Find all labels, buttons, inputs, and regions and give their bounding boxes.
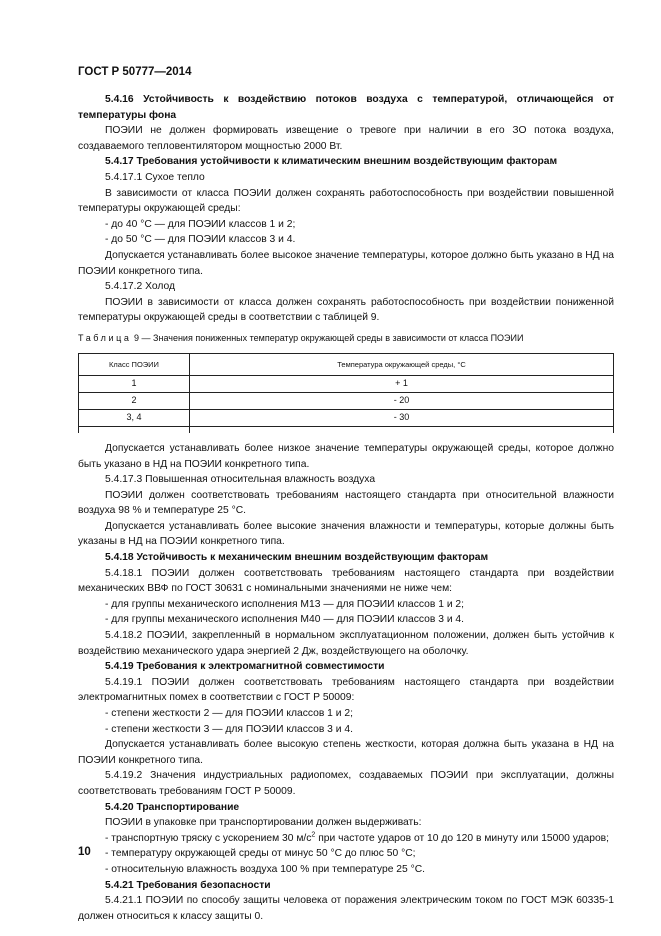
paragraph: 5.4.19.1 ПОЭИИ должен соответствовать требованиям настоящего стандарта при воздействии электромагнитных помех в соответствии с ГОСТ Р 50009: — [78, 676, 614, 704]
page-number: 10 — [78, 846, 91, 858]
list-item-text: - транспортную тряску с ускорением 30 м/с — [105, 832, 312, 844]
paragraph: ПОЭИИ не должен формировать извещение о тревоге при наличии в его ЗО потока воздуха, создаваемого тепловентилятором мощностью 2000 Вт. — [78, 125, 614, 152]
page-body — [78, 92, 614, 924]
table-cell: - 20 — [190, 392, 614, 409]
list-item: - степени жесткости 3 — для ПОЭИИ классов 3 и 4. — [105, 723, 353, 735]
table-9 — [78, 353, 614, 433]
list-item: - до 50 °С — для ПОЭИИ классов 3 и 4. — [105, 234, 296, 246]
document-header: ГОСТ Р 50777—2014 — [78, 66, 192, 78]
subsection-title: 5.4.17.3 Повышенная относительная влажность воздуха — [105, 474, 376, 486]
paragraph: ПОЭИИ в зависимости от класса должен сохранять работоспособность при воздействии пониженной температуры окружающей среды в соответствии с таблицей 9. — [78, 296, 614, 324]
paragraph: В зависимости от класса ПОЭИИ должен сохранять работоспособность при воздействии повышенной температуры окружающей среды: — [78, 187, 614, 215]
section-5-4-20-title: 5.4.20 Транспортирование — [105, 801, 240, 813]
paragraph: ПОЭИИ в упаковке при транспортировании должен выдерживать: — [105, 817, 422, 829]
section-5-4-16-title: 5.4.16 Устойчивость к воздействию потоков воздуха с температурой, отличающейся от температуры фона — [78, 94, 614, 121]
table-row — [79, 375, 614, 392]
paragraph: 5.4.18.1 ПОЭИИ должен соответствовать требованиям настоящего стандарта при воздействии механических ВВФ по ГОСТ 30631 с номинальными значениями не ниже чем: — [78, 567, 614, 595]
list-item: - для группы механического исполнения М40 — для ПОЭИИ классов 3 и 4. — [105, 614, 465, 626]
paragraph: 5.4.21.1 ПОЭИИ по способу защиты человека от поражения электрическим током по ГОСТ МЭК 60335-1 должен относиться к классу защиты 0. — [78, 895, 614, 922]
table-row — [79, 392, 614, 409]
list-item: - для группы механического исполнения М13 — для ПОЭИИ классов 1 и 2; — [105, 598, 465, 610]
list-item: - степени жесткости 2 — для ПОЭИИ классов 1 и 2; — [105, 708, 353, 719]
table-spacer-row — [79, 426, 614, 433]
paragraph: 5.4.18.2 ПОЭИИ, закрепленный в нормальном эксплуатационном положении, должен быть устойчив к воздействию механического удара энергией 2 Дж, воздействующего на оболочку. — [78, 630, 614, 657]
list-item: - относительную влажность воздуха 100 % при температуре 25 °С. — [105, 863, 426, 875]
list-item-text: при частоте ударов от 10 до 120 в минуту или 15000 ударов; — [315, 832, 610, 844]
paragraph: ПОЭИИ должен соответствовать требованиям настоящего стандарта при относительной влажности воздуха 98 % и температуре 25 °С. — [78, 489, 614, 517]
superscript: 2 — [311, 831, 316, 839]
table-header-cell: Класс ПОЭИИ — [79, 353, 190, 375]
table-spacer-cell — [79, 426, 190, 433]
table-label: Таблица — [78, 332, 132, 343]
list-item — [78, 831, 614, 847]
paragraph: Допускается устанавливать более низкое значение температуры окружающей среды, которое должно быть указано в НД на ПОЭИИ конкретного типа. — [78, 442, 614, 470]
table-caption — [78, 332, 614, 345]
subsection-title: 5.4.17.2 Холод — [105, 281, 175, 293]
table-header-row — [79, 353, 614, 375]
paragraph: 5.4.19.2 Значения индустриальных радиопомех, создаваемых ПОЭИИ при эксплуатации, должны соответствовать требованиям ГОСТ Р 50009. — [78, 770, 614, 797]
table-cell: + 1 — [190, 375, 614, 392]
subsection-title: 5.4.17.1 Сухое тепло — [105, 171, 205, 183]
section-5-4-21-title: 5.4.21 Требования безопасности — [105, 879, 271, 891]
section-5-4-17-title: 5.4.17 Требования устойчивости к климатическим внешним воздействующим факторам — [105, 156, 558, 168]
table-cell: 3, 4 — [79, 409, 190, 426]
table-caption-text: — Значения пониженных температур окружающей среды в зависимости от класса ПОЭИИ — [141, 332, 524, 343]
table-spacer-cell — [190, 426, 614, 433]
section-5-4-19-title: 5.4.19 Требования к электромагнитной совместимости — [105, 661, 385, 673]
paragraph: Допускается устанавливать более высокое значение температуры, которое должно быть указано в НД на ПОЭИИ конкретного типа. — [78, 249, 614, 277]
list-item: - температуру окружающей среды от минус 50 °С до плюс 50 °С; — [105, 848, 416, 860]
table-cell: 1 — [79, 375, 190, 392]
table-cell: 2 — [79, 392, 190, 409]
section-5-4-18-title: 5.4.18 Устойчивость к механическим внешним воздействующим факторам — [105, 552, 489, 564]
table-row — [79, 409, 614, 426]
table-header-cell: Температура окружающей среды, °С — [190, 353, 614, 375]
paragraph: Допускается устанавливать более высокие значения влажности и температуры, которые должны быть указаны в НД на ПОЭИИ конкретного типа. — [78, 520, 614, 548]
list-item: - до 40 °С — для ПОЭИИ классов 1 и 2; — [105, 218, 296, 230]
table-number: 9 — [134, 332, 140, 343]
table-cell: - 30 — [190, 409, 614, 426]
paragraph: Допускается устанавливать более высокую степень жесткости, которая должна быть указана в НД на ПОЭИИ конкретного типа. — [78, 739, 614, 766]
